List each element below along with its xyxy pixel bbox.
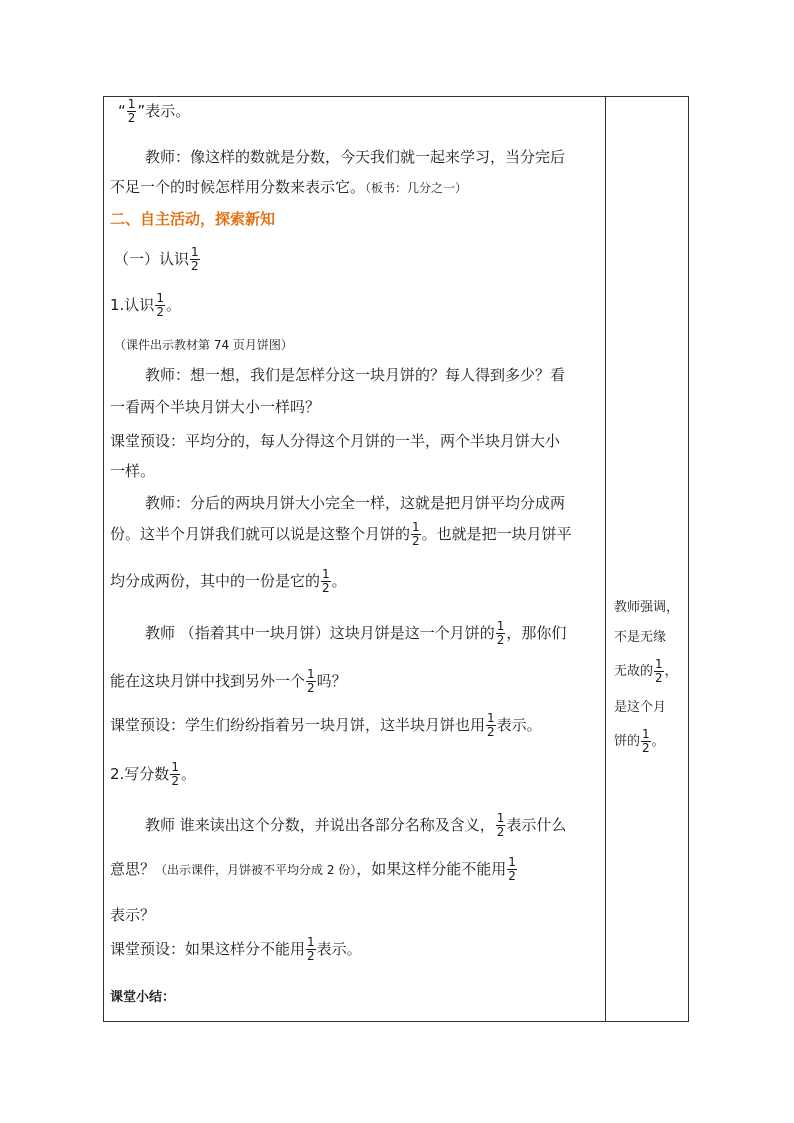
fraction-one-half: $\frac{1}{2}$ <box>655 657 663 685</box>
fraction-one-half: $\frac{1}{2}$ <box>496 811 505 839</box>
preset-line: 课堂预设：学生们纷纷指着另一块月饼，这半块月饼也用 $\frac{1}{2}$ 表示。 <box>110 711 542 739</box>
fraction-one-half: $\frac{1}{2}$ <box>171 760 179 788</box>
teacher-sidenote <box>614 596 686 760</box>
courseware-note: （课件出示教材第 74 页月饼图） <box>114 338 293 352</box>
teacher-line: 份。这半个月饼我们就可以说是这整个月饼的 $\frac{1}{2}$ 。也就是把一块月饼平 <box>110 520 572 548</box>
preset-line: 课堂预设：平均分的，每人分得这个月饼的一半，两个半块月饼大小 <box>110 432 561 450</box>
fraction-one-half: $\frac{1}{2}$ <box>496 619 505 647</box>
teacher-line: 教师 （指着其中一块月饼）这块月饼是这一个月饼的 $\frac{1}{2}$ ，那你们 <box>145 619 567 647</box>
summary-heading: 课堂小结： <box>110 990 176 1005</box>
teacher-line: 均分成两份，其中的一份是它的 $\frac{1}{2}$ 。 <box>110 567 347 595</box>
section-heading: 二、自主活动，探索新知 <box>110 210 276 228</box>
column-divider <box>605 96 606 1022</box>
fraction-one-half: $\frac{1}{2}$ <box>307 935 315 963</box>
teacher-line: 教师：分后的两块月饼大小完全一样，这就是把月饼平均分成两 <box>145 494 566 512</box>
preset-line: 课堂预设：如果这样分不能用 $\frac{1}{2}$ 表示。 <box>110 935 362 963</box>
fraction-one-half: $\frac{1}{2}$ <box>307 667 315 695</box>
fraction-one-half: $\frac{1}{2}$ <box>156 291 164 319</box>
sidenote-line: 饼的 $\frac{1}{2}$ 。 <box>614 727 665 755</box>
fraction-one-half: $\frac{1}{2}$ <box>191 245 199 273</box>
fraction-one-half: $\frac{1}{2}$ <box>322 567 330 595</box>
fraction-one-half: $\frac{1}{2}$ <box>127 97 136 125</box>
paragraph-half-notation: “ $\frac{1}{2}$ ”表示。 <box>118 97 191 125</box>
sidenote-line: 是这个月 <box>614 700 667 715</box>
sidenote-line: 无故的 $\frac{1}{2}$ ， <box>614 657 678 685</box>
fraction-one-half: $\frac{1}{2}$ <box>412 520 420 548</box>
sidenote-line: 不是无缘 <box>614 630 667 645</box>
fraction-one-half: $\frac{1}{2}$ <box>642 727 650 755</box>
board-note: （板书：几分之一） <box>365 181 468 195</box>
item-heading: 1.认识 $\frac{1}{2}$ 。 <box>110 291 181 319</box>
teacher-line: 能在这块月饼中找到另外一个 $\frac{1}{2}$ 吗？ <box>110 667 347 695</box>
teacher-line: 教师：像这样的数就是分数，今天我们就一起来学习，当分完后 <box>145 148 566 166</box>
teacher-line: 教师：想一想，我们是怎样分这一块月饼的？每人得到多少？看 <box>145 366 566 384</box>
teacher-line: 意思？（出示课件，月饼被不平均分成 2 份），如果这样分能不能用 $\frac{1}{2}$ <box>110 855 516 883</box>
teacher-line: 表示？ <box>110 906 156 924</box>
teacher-line: 不足一个的时候怎样用分数来表示它。（板书：几分之一） <box>110 178 468 196</box>
fraction-one-half: $\frac{1}{2}$ <box>508 855 516 883</box>
teacher-line: 教师 谁来读出这个分数，并说出各部分名称及含义， $\frac{1}{2}$ 表示什么 <box>145 811 567 839</box>
subsection-heading: （一）认识 $\frac{1}{2}$ <box>114 245 199 273</box>
teacher-line: 一看两个半块月饼大小一样吗？ <box>110 398 321 416</box>
sidenote-line: 教师强调， <box>614 600 680 615</box>
lesson-table <box>103 96 689 1022</box>
fraction-one-half: $\frac{1}{2}$ <box>487 711 495 739</box>
courseware-note: （出示课件，月饼被不平均分成 2 份） <box>155 863 357 877</box>
item-heading: 2.写分数 $\frac{1}{2}$ 。 <box>110 760 196 788</box>
preset-line: 一样。 <box>110 462 156 480</box>
